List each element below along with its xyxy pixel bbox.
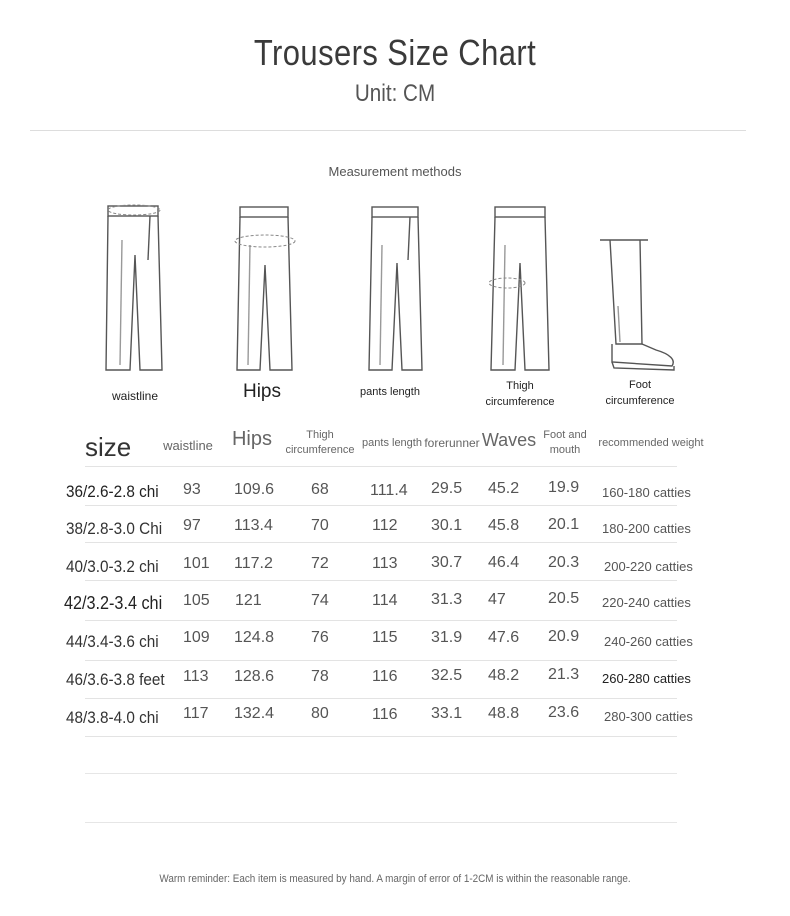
row-hips: 128.6 [234, 668, 275, 685]
row-divider [85, 660, 677, 661]
row-weight: 180-200 catties [602, 521, 691, 536]
methods-title: Measurement methods [328, 164, 462, 179]
row-hips: 109.6 [234, 481, 275, 498]
row-length: 114 [372, 592, 398, 609]
figure-label-hips: Hips [242, 381, 281, 402]
row-length: 116 [372, 668, 398, 685]
divider [30, 130, 746, 131]
row-waves: 47 [488, 591, 506, 608]
row-waves: 45.2 [488, 480, 520, 497]
row-thigh: 68 [311, 481, 329, 498]
row-divider [85, 580, 677, 581]
row-weight: 160-180 catties [602, 485, 691, 500]
row-size: 48/3.8-4.0 chi [66, 708, 159, 727]
footnote: Warm reminder: Each item is measured by hand. A margin of error of 1-2CM is within the reasonable range. [159, 873, 631, 885]
row-size: 42/3.2-3.4 chi [64, 593, 163, 613]
row-size: 44/3.4-3.6 chi [66, 632, 159, 651]
row-thigh: 74 [311, 592, 329, 609]
header-size: size [85, 432, 132, 462]
row-length: 116 [372, 706, 398, 723]
row-thigh: 80 [311, 705, 329, 722]
row-size: 36/2.6-2.8 chi [66, 482, 159, 501]
row-waves: 48.2 [488, 667, 520, 684]
row-foot: 20.3 [548, 554, 580, 571]
figure-label-foot: Foot circumference [605, 379, 675, 407]
row-size: 38/2.8-3.0 Chi [66, 519, 163, 538]
row-forerunner: 30.7 [431, 554, 463, 571]
row-waves: 45.8 [488, 517, 520, 534]
row-waist: 101 [183, 555, 210, 572]
row-divider [85, 736, 677, 737]
row-thigh: 76 [311, 629, 329, 646]
row-foot: 20.9 [548, 628, 580, 645]
header-waves: Waves [481, 430, 537, 450]
row-waves: 48.8 [488, 705, 520, 722]
row-length: 115 [372, 629, 398, 646]
row-forerunner: 33.1 [431, 705, 463, 722]
row-weight: 220-240 catties [602, 595, 691, 610]
row-waist: 113 [183, 668, 209, 685]
unit-subtitle: Unit: CM [354, 80, 436, 107]
empty-row-divider [85, 822, 677, 823]
row-forerunner: 30.1 [431, 517, 463, 534]
row-waist: 109 [183, 629, 210, 646]
row-divider [85, 542, 677, 543]
pants-thigh-icon [485, 205, 555, 375]
row-thigh: 70 [311, 517, 329, 534]
figure-label-waistline: waistline [111, 389, 159, 403]
pants-length-icon [362, 205, 432, 375]
row-weight: 260-280 catties [602, 671, 691, 686]
row-hips: 132.4 [234, 705, 275, 722]
row-waist: 93 [183, 481, 201, 498]
header-waistline: waistline [163, 438, 213, 453]
row-thigh: 78 [311, 668, 329, 685]
row-foot: 20.5 [548, 590, 580, 607]
row-foot: 21.3 [548, 666, 580, 683]
row-hips: 117.2 [234, 555, 273, 572]
row-foot: 20.1 [548, 516, 580, 533]
row-hips: 124.8 [234, 629, 275, 646]
row-foot: 19.9 [548, 479, 580, 496]
row-weight: 200-220 catties [604, 559, 693, 574]
row-divider [85, 466, 677, 467]
row-divider [85, 505, 677, 506]
row-size: 40/3.0-3.2 chi [66, 557, 159, 576]
figure-label-thigh: Thigh circumference [485, 380, 555, 408]
row-forerunner: 31.3 [431, 591, 463, 608]
row-forerunner: 31.9 [431, 629, 463, 646]
row-hips: 121 [235, 592, 262, 609]
chart-title: Trousers Size Chart [253, 32, 537, 73]
row-waves: 47.6 [488, 629, 520, 646]
row-weight: 280-300 catties [604, 709, 693, 724]
row-hips: 113.4 [234, 517, 273, 534]
row-forerunner: 32.5 [431, 667, 463, 684]
row-length: 113 [372, 555, 398, 572]
header-thigh: Thigh circumference [285, 429, 355, 456]
row-thigh: 72 [311, 555, 329, 572]
row-weight: 240-260 catties [604, 634, 693, 649]
row-divider [85, 620, 677, 621]
header-foot-and-mouth: Foot and mouth [543, 429, 587, 456]
row-length: 111.4 [370, 482, 408, 499]
row-forerunner: 29.5 [431, 480, 463, 497]
pants-foot-icon [596, 236, 681, 376]
header-recommended-weight: recommended weight [598, 437, 704, 449]
header-hips: Hips [231, 428, 272, 450]
row-waist: 97 [183, 517, 201, 534]
pants-hips-icon [228, 205, 303, 375]
pants-waistline-icon [100, 200, 170, 375]
row-foot: 23.6 [548, 704, 580, 721]
figure-label-pants-length: pants length [360, 386, 420, 398]
row-length: 112 [372, 517, 398, 534]
header-forerunner: forerunner [424, 436, 480, 450]
row-waist: 105 [183, 592, 210, 609]
header-pants-length: pants length [362, 437, 422, 449]
row-waves: 46.4 [488, 554, 520, 571]
row-divider [85, 698, 677, 699]
row-size: 46/3.6-3.8 feet [66, 670, 165, 689]
empty-row-divider [85, 773, 677, 774]
row-waist: 117 [183, 705, 209, 722]
